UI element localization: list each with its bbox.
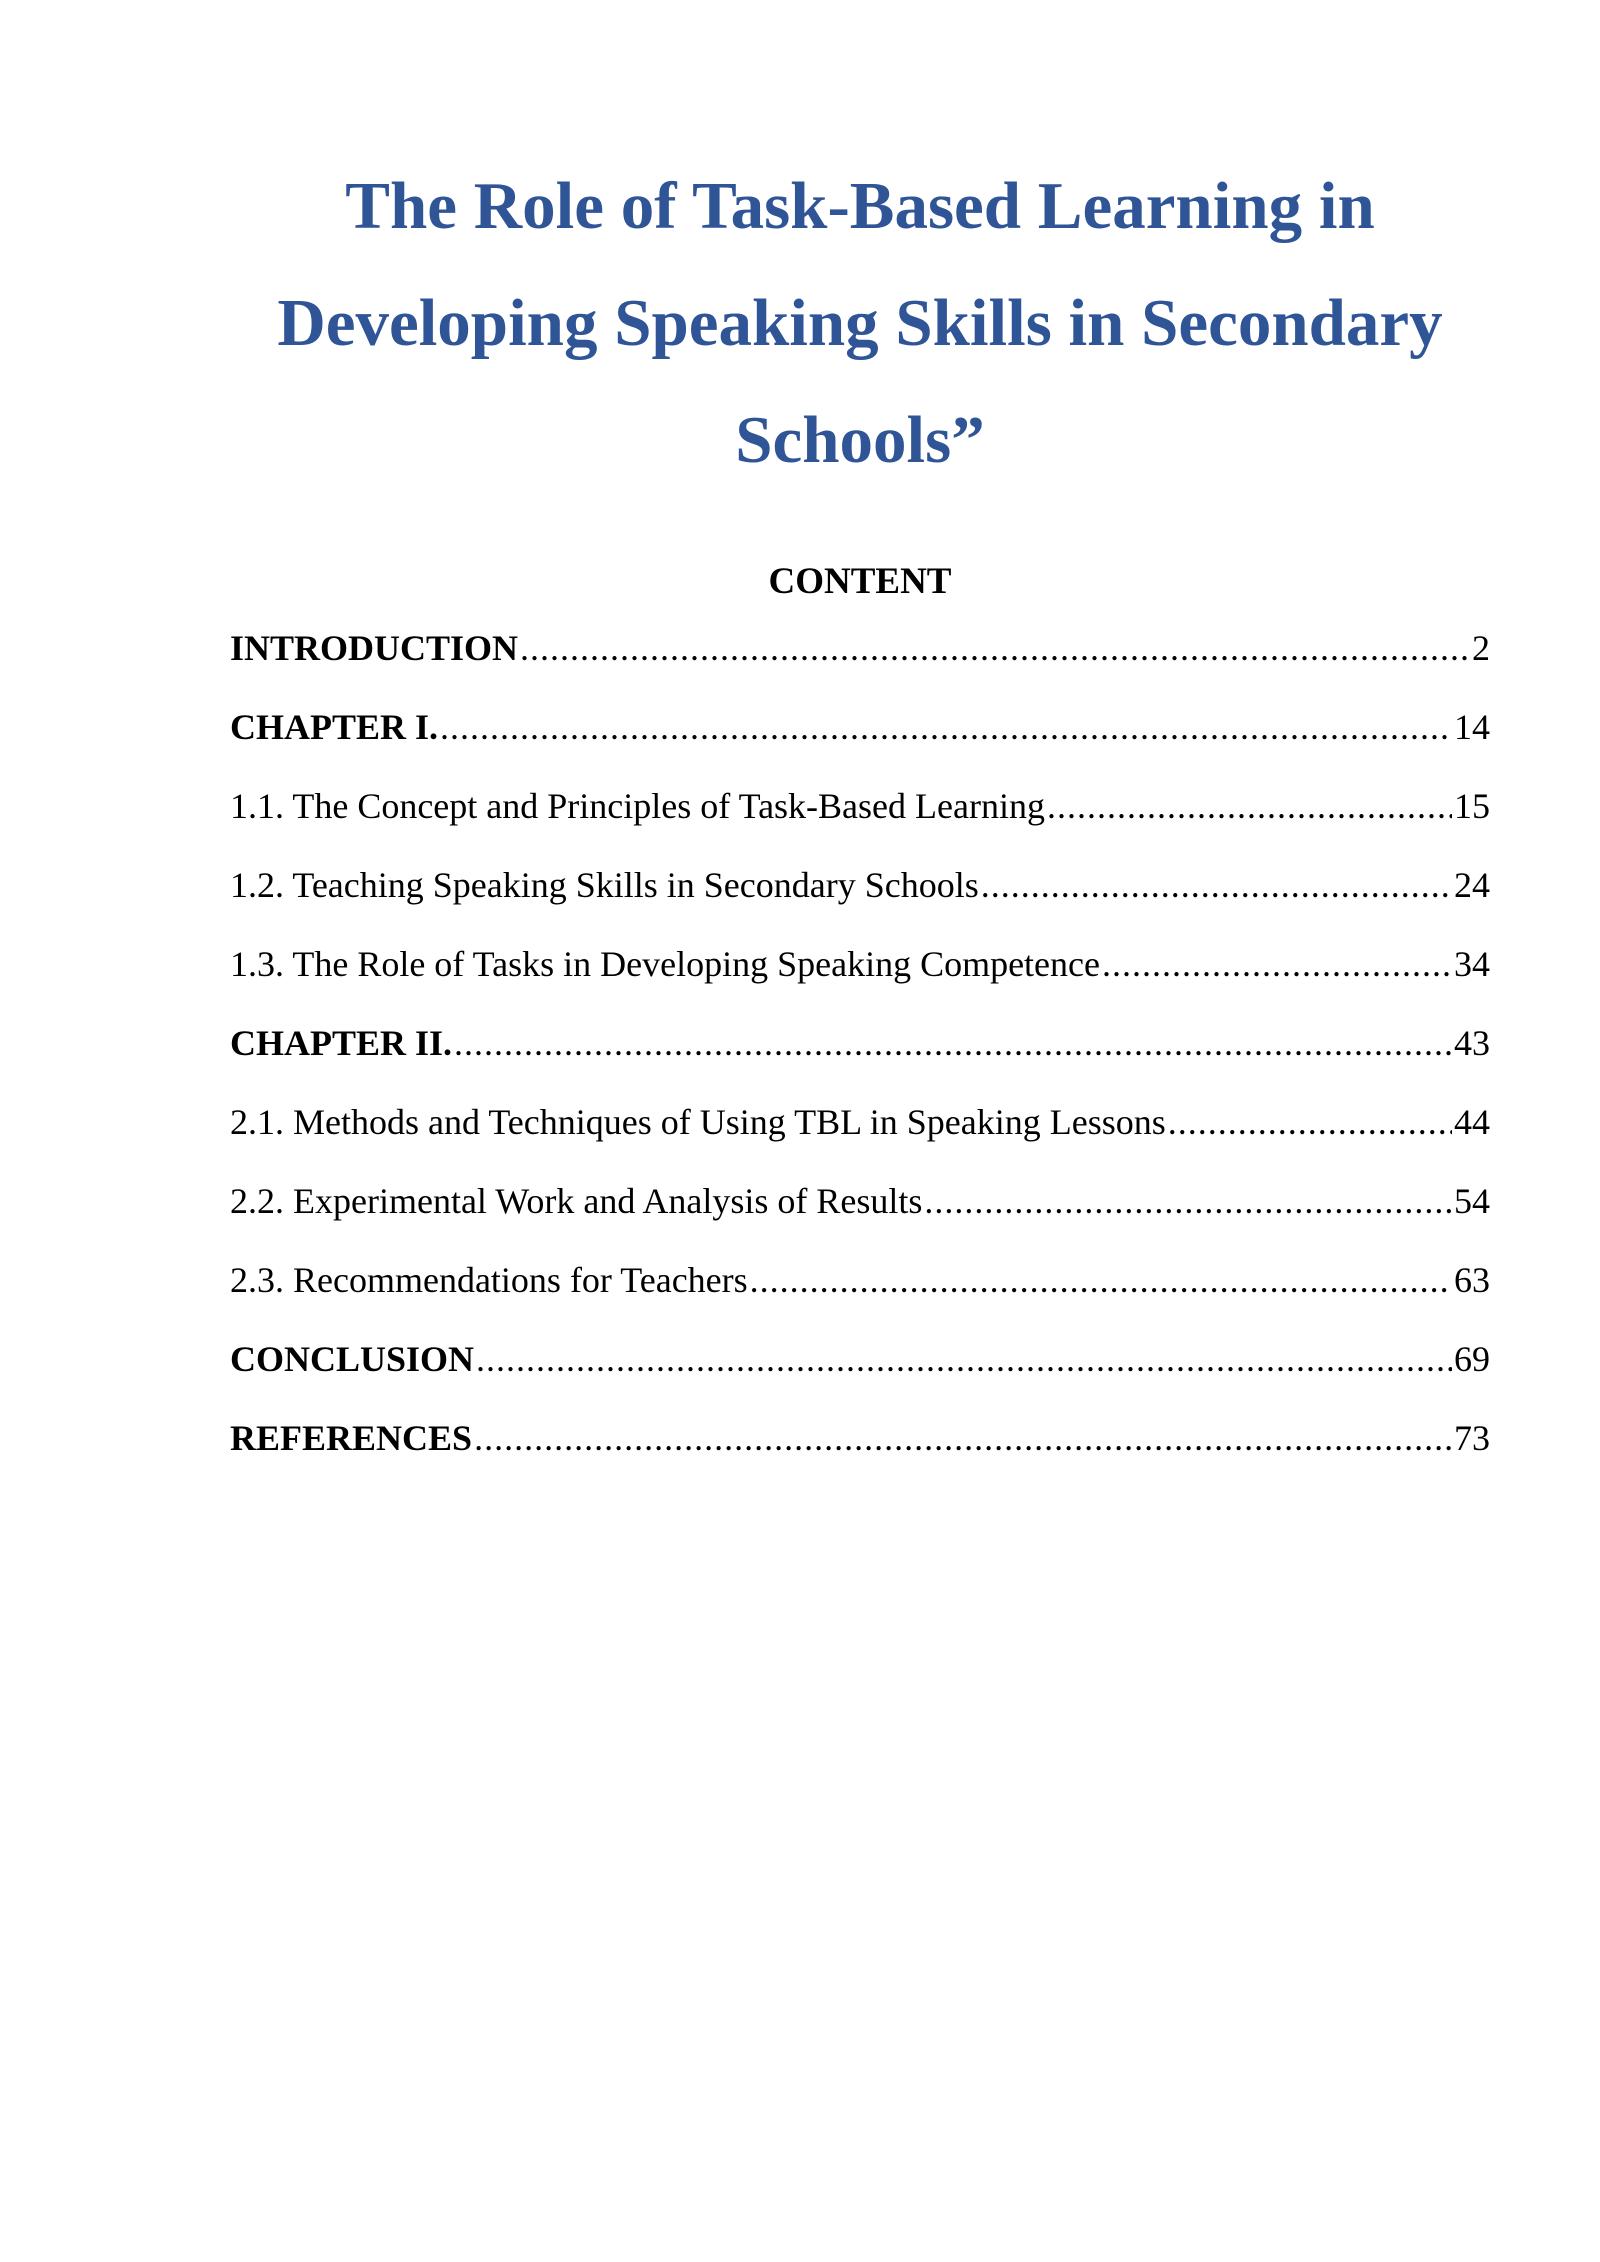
toc-entry[interactable]	[230, 1258, 1490, 1337]
toc-entry[interactable]	[230, 1100, 1490, 1179]
toc-entry[interactable]	[230, 863, 1490, 942]
toc-entry[interactable]	[230, 1179, 1490, 1258]
toc-entry[interactable]	[230, 1337, 1490, 1416]
toc-entry-page-number: 43	[1454, 1023, 1490, 1063]
toc-entry[interactable]	[230, 784, 1490, 863]
toc-entry-page-number: 14	[1454, 707, 1490, 747]
toc-entry-page-number: 73	[1454, 1418, 1490, 1458]
toc-dot-leader	[440, 705, 1452, 749]
toc-entry-page-number: 63	[1454, 1260, 1490, 1300]
toc-dot-leader	[1102, 942, 1452, 986]
toc-entry-label: 2.3. Recommendations for Teachers	[230, 1260, 748, 1300]
toc-entry-label: 1.3. The Role of Tasks in Developing Speaking Competence	[230, 944, 1100, 984]
toc-entry-label: 2.1. Methods and Techniques of Using TBL in Speaking Lessons	[230, 1102, 1166, 1142]
toc-entry-page-number: 44	[1454, 1102, 1490, 1142]
toc-entry-label: INTRODUCTION	[230, 628, 519, 668]
toc-entry-page-number: 2	[1472, 628, 1490, 668]
toc-entry-label: CONCLUSION	[230, 1339, 475, 1379]
table-of-contents	[230, 626, 1490, 1495]
toc-entry-page-number: 24	[1454, 865, 1490, 905]
title-line-3: Schools”	[735, 403, 985, 477]
toc-dot-leader	[476, 1337, 1452, 1381]
toc-entry-label: 1.2. Teaching Speaking Skills in Secondary Schools	[230, 865, 979, 905]
title-line-2: Developing Speaking Skills in Secondary	[277, 286, 1443, 360]
toc-heading: CONTENT	[768, 561, 952, 602]
toc-entry[interactable]	[230, 1416, 1490, 1495]
toc-entry-page-number: 34	[1454, 944, 1490, 984]
toc-entry-label: 1.1. The Concept and Principles of Task-Based Learning	[230, 786, 1045, 826]
toc-entry-label: 2.2. Experimental Work and Analysis of Results	[230, 1181, 923, 1221]
toc-entry-page-number: 54	[1454, 1181, 1490, 1221]
toc-dot-leader	[1168, 1100, 1452, 1144]
title-line-1: The Role of Task-Based Learning in	[345, 169, 1375, 243]
toc-dot-leader	[750, 1258, 1452, 1302]
toc-dot-leader	[924, 1179, 1452, 1223]
toc-entry-label: CHAPTER II.	[230, 1023, 453, 1063]
toc-dot-leader	[1047, 784, 1452, 828]
toc-entry-page-number: 15	[1454, 786, 1490, 826]
toc-dot-leader	[474, 1416, 1452, 1460]
toc-entry[interactable]	[230, 1021, 1490, 1100]
toc-entry-page-number: 69	[1454, 1339, 1490, 1379]
document-title	[230, 148, 1490, 499]
toc-entry-label: CHAPTER I.	[230, 707, 439, 747]
toc-dot-leader	[981, 863, 1452, 907]
toc-entry[interactable]	[230, 942, 1490, 1021]
toc-entry[interactable]	[230, 705, 1490, 784]
toc-entry-label: REFERENCES	[230, 1418, 473, 1458]
toc-dot-leader	[520, 626, 1470, 670]
toc-dot-leader	[454, 1021, 1452, 1065]
toc-entry[interactable]	[230, 626, 1490, 705]
